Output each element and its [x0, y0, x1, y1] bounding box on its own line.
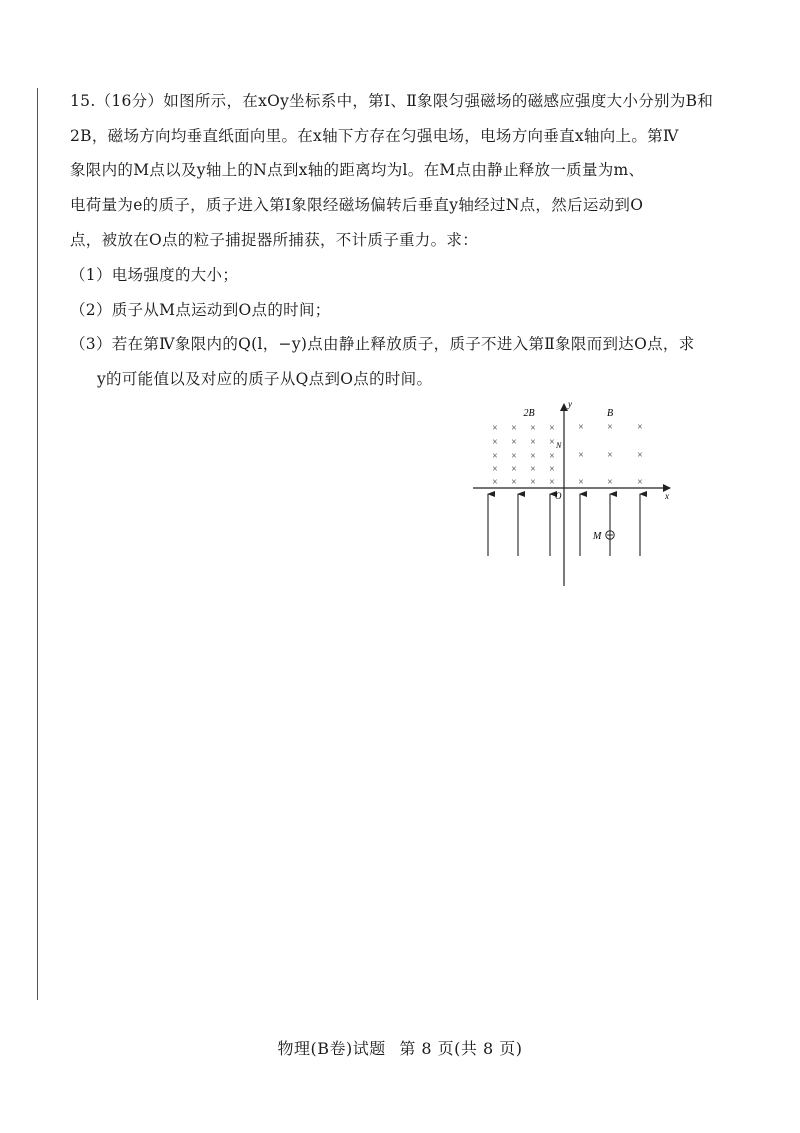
svg-text:×: ×: [578, 477, 584, 488]
svg-text:×: ×: [511, 437, 517, 448]
svg-text:×: ×: [530, 451, 536, 462]
question-line-3: 象限内的M点以及y轴上的N点到x轴的距离均为l。在M点由静止释放一质量为m、: [70, 161, 645, 179]
magnetic-field-b-crosses: [578, 422, 643, 488]
svg-text:×: ×: [511, 451, 517, 462]
svg-text:×: ×: [530, 437, 536, 448]
margin-line: [37, 88, 38, 1000]
label-b: B: [606, 408, 614, 419]
svg-text:×: ×: [511, 423, 517, 434]
svg-text:×: ×: [530, 464, 536, 475]
subquestion-1: （1）电场强度的大小；: [70, 266, 239, 284]
svg-text:×: ×: [637, 422, 643, 433]
page-footer: [0, 1036, 800, 1059]
label-y: y: [568, 399, 572, 409]
magnetic-field-2b-crosses: [492, 423, 555, 488]
label-m: M: [593, 531, 602, 542]
svg-text:×: ×: [549, 464, 555, 475]
label-2b: 2B: [523, 408, 535, 419]
physics-figure: [468, 396, 678, 596]
svg-text:×: ×: [492, 423, 498, 434]
subquestion-3: （3）若在第Ⅳ象限内的Q(l，−y)点由静止释放质子，质子不进入第Ⅱ象限而到达O点，求: [70, 335, 695, 353]
svg-text:×: ×: [607, 450, 613, 461]
footer-page-number: 第 8 页(共 8 页): [399, 1039, 523, 1058]
footer-title: 物理(B卷)试题: [277, 1039, 386, 1058]
svg-text:×: ×: [492, 437, 498, 448]
question-line-1: 15.（16分）如图所示，在xOy坐标系中，第Ⅰ、Ⅱ象限匀强磁场的磁感应强度大小分别为B和: [70, 92, 714, 110]
svg-text:×: ×: [549, 437, 555, 448]
svg-text:×: ×: [607, 477, 613, 488]
label-n: N: [556, 441, 562, 450]
svg-text:×: ×: [530, 423, 536, 434]
svg-text:×: ×: [549, 423, 555, 434]
label-o: O: [555, 491, 562, 501]
question-line-2: 2B，磁场方向均垂直纸面向里。在x轴下方存在匀强电场，电场方向垂直x轴向上。第Ⅳ: [70, 127, 679, 145]
subquestion-2: （2）质子从M点运动到O点的时间；: [70, 301, 331, 319]
label-x: x: [665, 491, 669, 501]
svg-text:×: ×: [637, 450, 643, 461]
svg-text:×: ×: [578, 450, 584, 461]
svg-text:×: ×: [511, 477, 517, 488]
svg-text:×: ×: [492, 477, 498, 488]
svg-text:×: ×: [607, 422, 613, 433]
subquestion-3-continuation: y的可能值以及对应的质子从Q点到O点的时间。: [97, 370, 433, 388]
svg-text:×: ×: [530, 477, 536, 488]
svg-text:×: ×: [637, 477, 643, 488]
svg-text:×: ×: [578, 422, 584, 433]
svg-text:×: ×: [492, 451, 498, 462]
field-diagram: [468, 396, 678, 596]
svg-text:×: ×: [549, 451, 555, 462]
svg-text:×: ×: [492, 464, 498, 475]
question-line-4: 电荷量为e的质子，质子进入第Ⅰ象限经磁场偏转后垂直y轴经过N点，然后运动到O: [70, 196, 644, 214]
svg-text:×: ×: [549, 477, 555, 488]
question-line-5: 点，被放在O点的粒子捕捉器所捕获，不计质子重力。求：: [70, 231, 479, 249]
svg-text:×: ×: [511, 464, 517, 475]
